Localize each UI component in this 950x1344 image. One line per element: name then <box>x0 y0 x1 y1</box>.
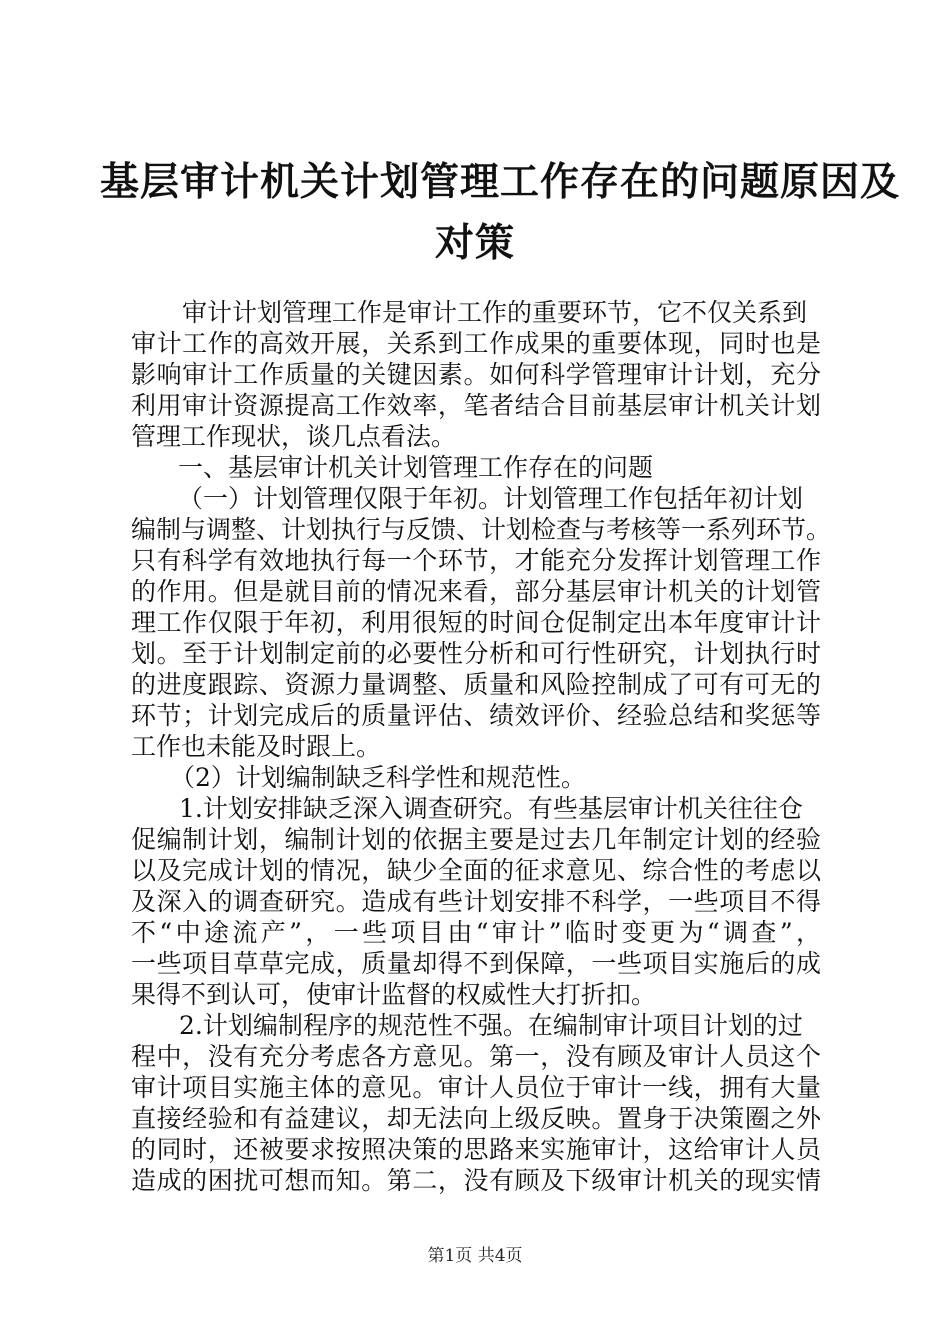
paragraph-line: 审计计划管理工作是审计工作的重要环节，它不仅关系到 <box>182 298 808 327</box>
paragraph-line: 管理工作现状，谈几点看法。 <box>131 422 457 451</box>
subsection-heading: （2）计划编制缺乏科学性和规范性。 <box>170 763 586 792</box>
document-title-line-1: 基层审计机关计划管理工作存在的问题原因及 <box>100 160 901 205</box>
paragraph-line: 工作也未能及时跟上。 <box>131 732 382 761</box>
paragraph-line: 促编制计划，编制计划的依据主要是过去几年制定计划的经验 <box>131 825 821 854</box>
paragraph-line: 果得不到认可，使审计监督的权威性大打折扣。 <box>131 980 657 1009</box>
paragraph-line: 不“中途流产”，一些项目由“审计”临时变更为“调查”， <box>131 918 821 947</box>
paragraph-line: 环节；计划完成后的质量评估、绩效评价、经验总结和奖惩等 <box>131 701 821 730</box>
paragraph-line: 利用审计资源提高工作效率，笔者结合目前基层审计机关计划 <box>131 391 821 420</box>
paragraph-line: 1.计划安排缺乏深入调查研究。有些基层审计机关往往仓 <box>179 794 803 823</box>
paragraph-line: 只有科学有效地执行每一个环节，才能充分发挥计划管理工作 <box>131 546 821 575</box>
paragraph-line: 的进度跟踪、资源力量调整、质量和风险控制成了可有可无的 <box>131 670 821 699</box>
paragraph-line: 影响审计工作质量的关键因素。如何科学管理审计计划，充分 <box>131 360 821 389</box>
paragraph-line: 造成的困扰可想而知。第二，没有顾及下级审计机关的现实情 <box>131 1166 821 1195</box>
paragraph-line: 以及完成计划的情况，缺少全面的征求意见、综合性的考虑以 <box>131 856 821 885</box>
paragraph-line: 划。至于计划制定前的必要性分析和可行性研究，计划执行时 <box>131 639 821 668</box>
paragraph-line: 及深入的调查研究。造成有些计划安排不科学，一些项目不得 <box>131 887 821 916</box>
paragraph-line: 直接经验和有益建议，却无法向上级反映。置身于决策圈之外 <box>131 1104 821 1133</box>
section-heading: 一、基层审计机关计划管理工作存在的问题 <box>178 453 654 482</box>
paragraph-line: 编制与调整、计划执行与反馈、计划检查与考核等一系列环节。 <box>131 515 832 544</box>
paragraph-line: 理工作仅限于年初，利用很短的时间仓促制定出本年度审计计 <box>131 608 821 637</box>
document-title-line-2: 对策 <box>434 221 515 266</box>
paragraph-line: （一）计划管理仅限于年初。计划管理工作包括年初计划 <box>178 484 804 513</box>
paragraph-line: 审计项目实施主体的意见。审计人员位于审计一线，拥有大量 <box>131 1073 821 1102</box>
paragraph-line: 审计工作的高效开展，关系到工作成果的重要体现，同时也是 <box>131 329 821 358</box>
page-number-footer: 第1页 共4页 <box>427 1246 523 1266</box>
paragraph-line: 的同时，还被要求按照决策的思路来实施审计，这给审计人员 <box>131 1135 821 1164</box>
paragraph-line: 程中，没有充分考虑各方意见。第一，没有顾及审计人员这个 <box>131 1042 821 1071</box>
paragraph-line: 一些项目草草完成，质量却得不到保障，一些项目实施后的成 <box>131 949 821 978</box>
paragraph-line: 的作用。但是就目前的情况来看，部分基层审计机关的计划管 <box>131 577 821 606</box>
paragraph-line: 2.计划编制程序的规范性不强。在编制审计项目计划的过 <box>179 1011 803 1040</box>
